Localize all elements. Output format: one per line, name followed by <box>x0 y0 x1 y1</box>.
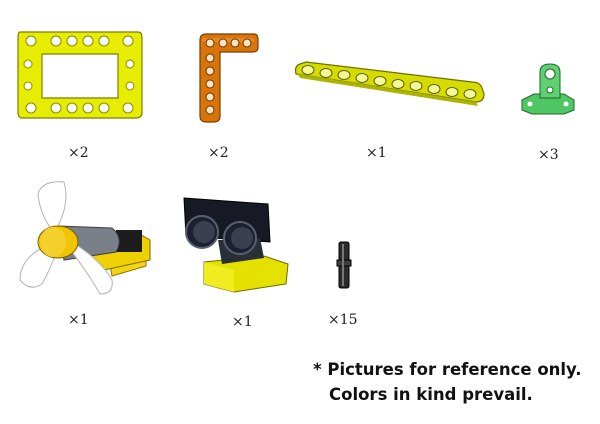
black-pin-quantity: ×15 <box>328 312 358 328</box>
black-pin-image <box>334 240 354 290</box>
ultrasonic-sensor-quantity: ×1 <box>232 314 253 330</box>
reference-note-line-1: * Pictures for reference only. <box>313 360 582 379</box>
orange-l-beam-quantity: ×2 <box>208 145 229 161</box>
reference-note <box>313 357 582 407</box>
yellow-frame-beam-image <box>14 28 144 122</box>
reference-note-line-2: Colors in kind prevail. <box>329 385 533 404</box>
yellow-frame-beam-quantity: ×2 <box>68 145 89 161</box>
fan-motor-quantity: ×1 <box>68 312 89 328</box>
orange-l-beam-image <box>196 30 262 124</box>
ultrasonic-sensor-image <box>174 192 292 296</box>
fan-motor-image <box>16 180 154 296</box>
green-t-connector-image <box>520 62 576 114</box>
yellow-straight-beam-quantity: ×1 <box>366 145 387 161</box>
green-t-connector-quantity: ×3 <box>538 147 559 163</box>
yellow-straight-beam-image <box>292 58 488 108</box>
